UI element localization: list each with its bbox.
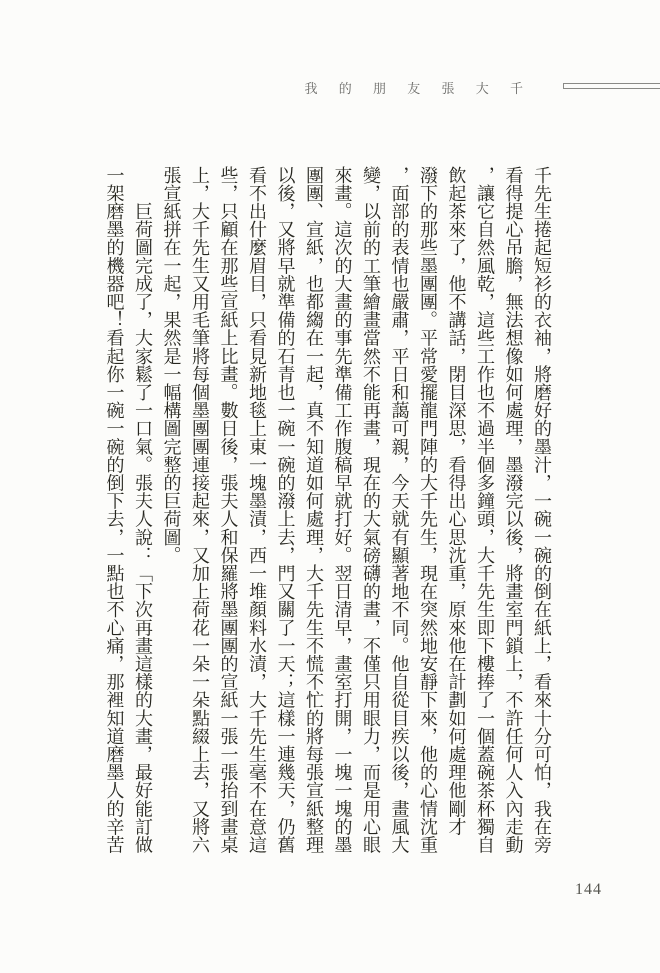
text-column: 一架磨墨的機器吧！看起你一碗一碗的倒下去，一點也不心痛，那裡知道磨墨人的辛苦 <box>104 166 125 854</box>
text-column: 飲起茶來了，他不講話，閉目深思，看得出心思沈重，原來他在計劃如何處理他剛才 <box>446 166 467 836</box>
text-column: ，讓它自然風乾，這些工作也不過半個多鐘頭，大千先生即下樓捧了一個蓋碗茶杯獨自 <box>475 166 495 854</box>
text-block <box>100 166 556 856</box>
text-column: 以後，又將早就準備的石青也一碗一碗的潑上去，門又關了一天；這樣一連幾天，仍舊 <box>275 166 296 854</box>
text-column: 些，只顧在那些宣紙上比畫。數日後，張夫人和保羅將墨團團的宣紙一張一張抬到畫桌 <box>218 166 239 854</box>
text-column: 變，以前的工筆繪畫當然不能再畫，現在的大氣磅礴的畫，不僅只用眼力，而是用心眼 <box>361 166 381 854</box>
text-column: 上，大千先生又用毛筆將每個墨團團連接起來，又加上荷花一朵一朵點綴上去，又將六 <box>190 166 210 854</box>
header-rule <box>563 83 660 89</box>
text-column: 張宣紙拼在一起，果然是一幅構圖完整的巨荷圖。 <box>161 166 182 565</box>
text-column: ，面部的表情也嚴肅，平日和藹可親，今天就有顯著地不同。他自從目疾以後，畫風大 <box>389 166 410 854</box>
text-column: 團團、宣紙，也都縐在一起，真不知道如何處理，大千先生不慌不忙的將每張宣紙整理 <box>304 166 324 854</box>
page-number: 144 <box>575 881 602 898</box>
text-column: 潑下的那些墨團團。平常愛擺龍門陣的大千先生，現在突然地安靜下來，他的心情沈重 <box>418 166 438 854</box>
running-head-title: 我 的 朋 友 張 大 千 <box>304 81 532 96</box>
text-column: 千先生捲起短衫的衣袖，將磨好的墨汁，一碗一碗的倒在紙上，看來十分可怕，我在旁 <box>532 166 552 854</box>
text-column: 巨荷圖完成了，大家鬆了一口氣。張夫人說：「下次再畫這樣的大畫，最好能訂做 <box>133 166 153 854</box>
text-column: 來畫。這次的大畫的事先準備工作腹稿早就打好。翌日清早，畫室打開，一塊一塊的墨 <box>332 166 353 854</box>
text-column: 看不出什麼眉目，只看見新地毯上東一塊墨漬，西一堆顏料水漬，大千先生毫不在意這 <box>247 166 267 854</box>
text-column: 看得提心吊膽，無法想像如何處理，墨潑完以後，將畫室門鎖上，不許任何人入內走動 <box>503 166 524 854</box>
